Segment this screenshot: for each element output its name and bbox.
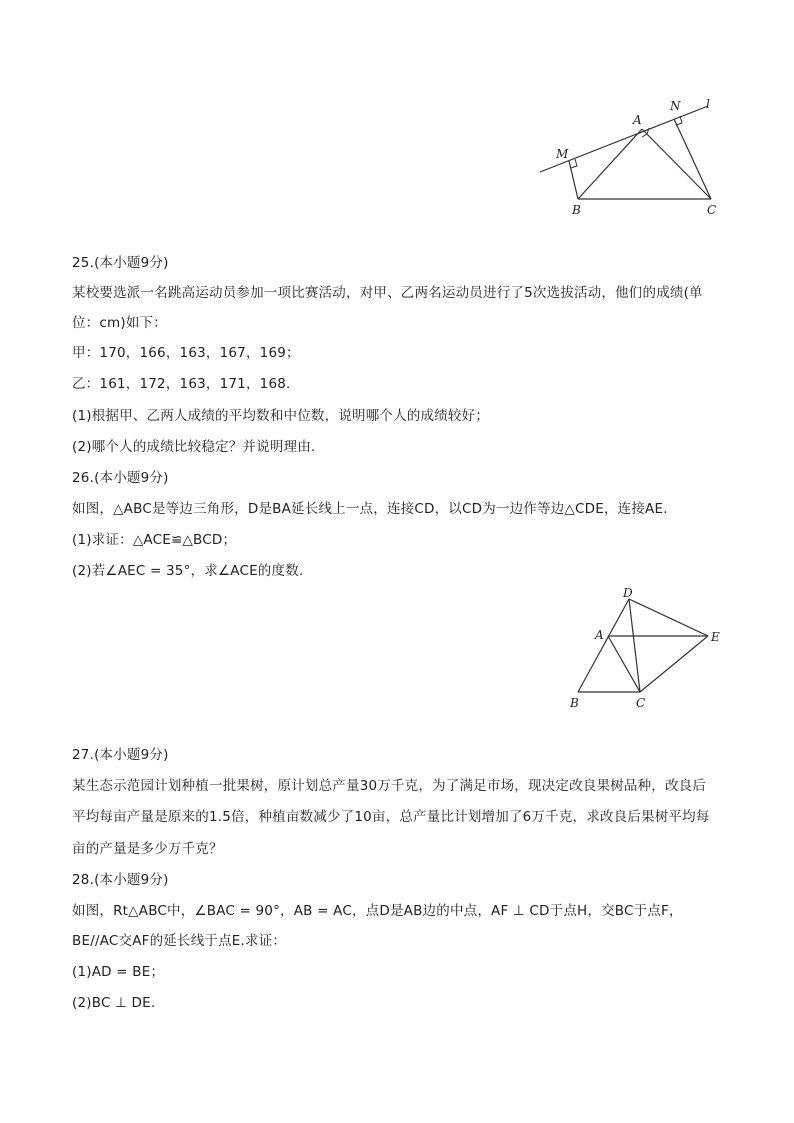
q28-line2: BE//AC交AF的延长线于点E.求证： (72, 933, 287, 949)
label-A: A (595, 628, 604, 642)
label-N: N (670, 99, 681, 113)
segment-AC (608, 636, 640, 692)
q25-part1: (1)根据甲、乙两人成绩的平均数和中位数，说明哪个人的成绩较好； (72, 408, 490, 424)
q27-line1: 某生态示范园计划种植一批果树，原计划总产量30万千克，为了满足市场，现决定改良果树品种，改良后 (72, 778, 707, 794)
q28-header: 28.(本小题9分) (72, 872, 169, 888)
figure-perpendicular-lines (530, 92, 730, 222)
q28-part2: (2)BC ⊥ DE. (72, 995, 156, 1011)
q26-part1: (1)求证：△ACE≌△BCD； (72, 532, 237, 548)
q25-part2: (2)哪个人的成绩比较稳定？并说明理由. (72, 439, 316, 455)
q25-header: 25.(本小题9分) (72, 255, 169, 271)
segment-DE (629, 599, 708, 636)
q25-stem-line2: 位：cm)如下： (72, 315, 167, 331)
label-C: C (636, 696, 646, 710)
q25-stem-line1: 某校要选派一名跳高运动员参加一项比赛活动，对甲、乙两名运动员进行了5次选拔活动，他们的成绩(单 (72, 285, 703, 301)
label-M: M (556, 147, 569, 161)
q26-part2: (2)若∠AEC = 35°，求∠ACE的度数. (72, 563, 304, 579)
q27-line3: 亩的产量是多少万千克？ (72, 841, 223, 857)
label-B: B (570, 696, 579, 710)
segment-DC (629, 599, 640, 692)
segment-BA (578, 129, 642, 199)
q25-yi-scores: 乙：161，172，163，171，168. (72, 376, 291, 392)
q28-part1: (1)AD = BE； (72, 964, 165, 980)
q28-line1: 如图，Rt△ABC中，∠BAC = 90°，AB = AC，点D是AB边的中点，AF ⊥ CD于点H，交BC于点F， (72, 903, 683, 919)
label-E: E (711, 630, 720, 644)
figure-q26-triangles (560, 585, 730, 715)
right-angle-mark-M (571, 159, 577, 168)
label-A: A (633, 113, 642, 127)
label-C: C (707, 203, 717, 217)
label-D: D (623, 586, 633, 600)
q26-stem: 如图，△ABC是等边三角形，D是BA延长线上一点，连接CD，以CD为一边作等边△CDE，连接AE. (72, 501, 668, 517)
segment-NC (674, 119, 711, 199)
q26-header: 26.(本小题9分) (72, 470, 169, 486)
q27-line2: 平均每亩产量是原来的1.5倍，种植亩数减少了10亩，总产量比计划增加了6万千克，求改良后果树平均每 (72, 809, 710, 825)
segment-AC (642, 129, 711, 199)
label-B: B (572, 203, 581, 217)
label-l: l (706, 97, 710, 111)
q25-jia-scores: 甲：170，166，163，167，169； (72, 345, 300, 361)
segment-BD (578, 599, 629, 692)
q27-header: 27.(本小题9分) (72, 747, 169, 763)
segment-CE (640, 636, 708, 692)
